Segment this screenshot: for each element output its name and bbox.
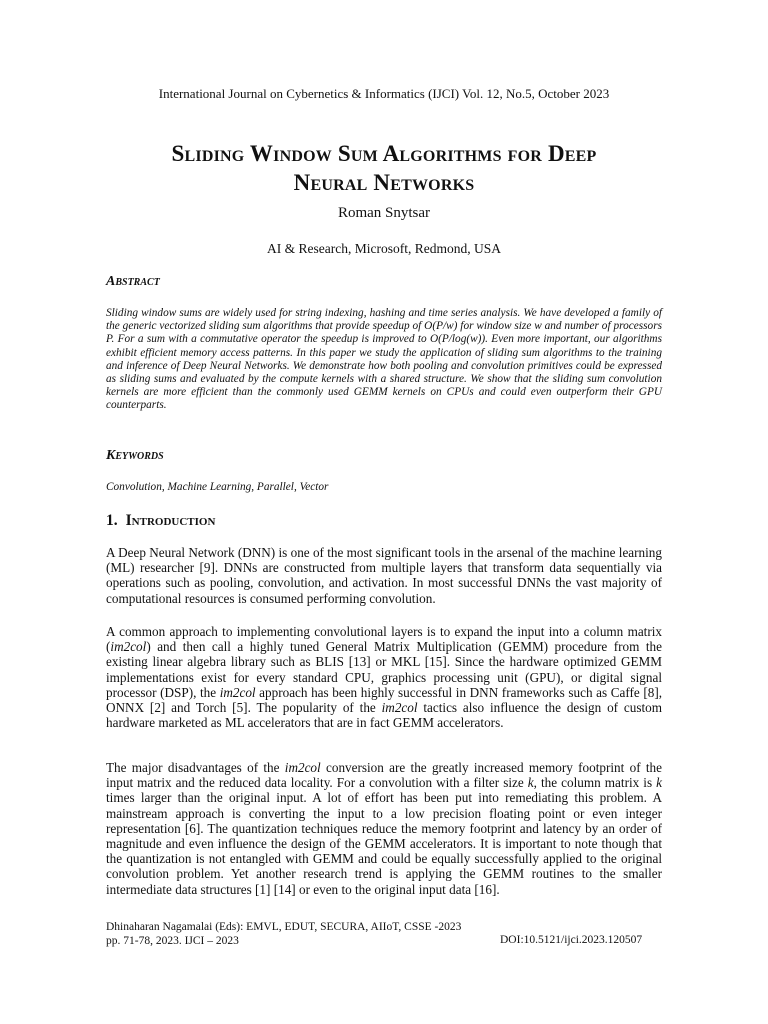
journal-header: International Journal on Cybernetics & Informatics (IJCI) Vol. 12, No.5, October 2023 xyxy=(158,86,610,101)
section-title: Introduction xyxy=(125,512,216,529)
intro-paragraph-1: A Deep Neural Network (DNN) is one of the most significant tools in the arsenal of the machine learning (ML) researcher [9]. DNNs are constructed from multiple layers that transform data sequentially via operations such as pooling, convolution, and activation. In most successful DNNs the vast majority of computational resources is consumed performing convolution. xyxy=(106,545,662,606)
abstract-heading: Abstract xyxy=(106,274,160,289)
footer-pages: pp. 71-78, 2023. IJCI – 2023 xyxy=(106,935,239,947)
footer-doi: DOI:10.5121/ijci.2023.120507 xyxy=(500,934,643,946)
section-heading-introduction xyxy=(106,512,215,530)
intro-paragraph-3: The major disadvantages of the im2col conversion are the greatly increased memory footprint of the input matrix and the reduced data locality. For a convolution with a filter size k, the column matrix is k times larger than the original input. A lot of effort has been put into remediating this problem. A mainstream approach is converting the input to a low precision floating point or even integer representation [6]. The quantization techniques reduce the memory footprint and latency by an order of magnitude and even influence the design of the GEMM accelerators. It is important to note though that the quantization is not entangled with GEMM and could be equally successfully applied to the original convolution problem. Yet another research trend is applying the GEMM routines to the smaller intermediate data structures [1] [14] or even to the original input data [16]. xyxy=(106,760,662,897)
intro-paragraph-2: A common approach to implementing convolutional layers is to expand the input into a column matrix (im2col) and then call a highly tuned General Matrix Multiplication (GEMM) procedure from the existing linear algebra library such as BLIS [13] or MKL [15]. Since the hardware optimized GEMM implementations exist for every standard CPU, graphics processing unit (GPU), or digital signal processor (DSP), the im2col approach has been highly successful in DNN frameworks such as Caffe [8], ONNX [2] and Torch [5]. The popularity of the im2col tactics also influence the design of custom hardware marketed as ML accelerators that are in fact GEMM accelerators. xyxy=(106,624,663,731)
section-number: 1. xyxy=(106,512,118,529)
keywords-heading: Keywords xyxy=(106,448,164,463)
title-line-2: Neural Networks xyxy=(293,170,475,195)
title-line-1: Sliding Window Sum Algorithms for Deep xyxy=(171,141,597,166)
abstract-text: Sliding window sums are widely used for string indexing, hashing and time series analysis. We have developed a family of the generic vectorized sliding sum algorithms that provide speedup of O(P/w) for window size w and number of processors P. For a sum with a commutative operator the speedup is improved to O(P/log(w)). Even more important, our algorithms exhibit efficient memory access patterns. In this paper we study the application of sliding sum algorithms to the training and inference of Deep Neural Networks. We demonstrate how both pooling and convolution primitives could be expressed as sliding sums and evaluated by the compute kernels with a shared structure. We show that the sliding sum convolution kernels are more efficient than the commonly used GEMM kernels on CPUs and could even outperform their GPU counterparts. xyxy=(106,307,662,412)
footer-citation xyxy=(106,920,461,948)
author-name: Roman Snytsar xyxy=(337,205,431,221)
paper-title xyxy=(0,139,768,197)
keywords-text: Convolution, Machine Learning, Parallel, Vector xyxy=(106,481,329,493)
footer-editors: Dhinaharan Nagamalai (Eds): EMVL, EDUT, SECURA, AIIoT, CSSE -2023 xyxy=(106,921,462,933)
author-affiliation: AI & Research, Microsoft, Redmond, USA xyxy=(267,241,501,256)
